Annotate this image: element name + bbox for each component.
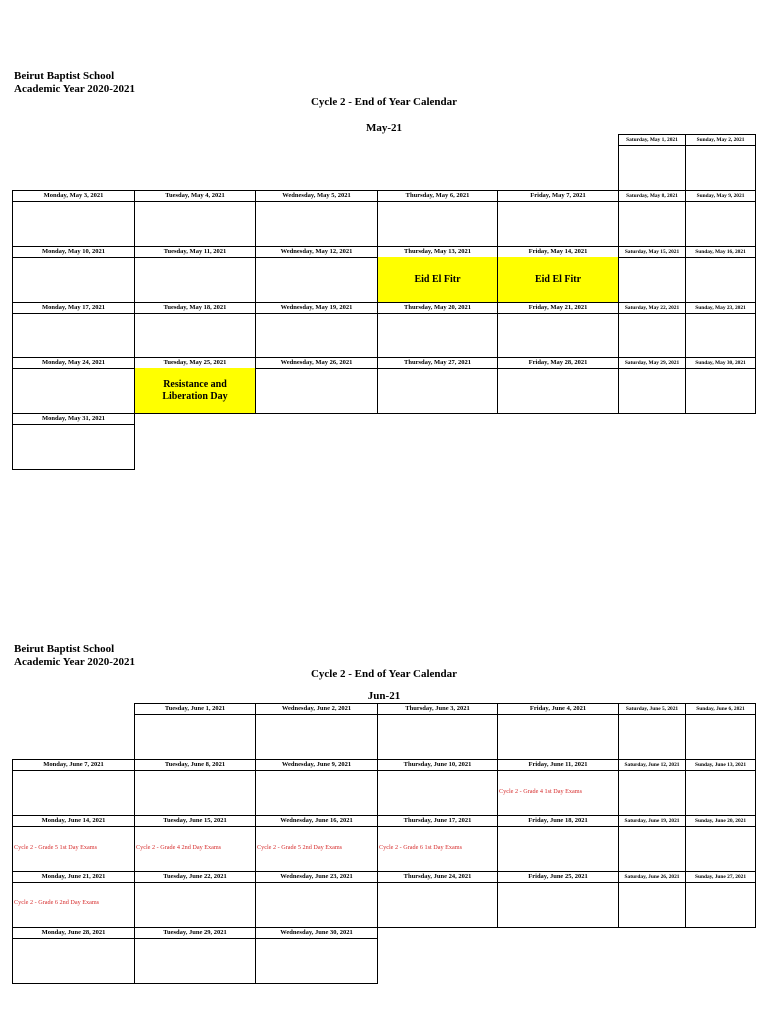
day-cell-may-10 <box>12 246 135 303</box>
holiday-label: Eid El Fitr <box>414 273 461 285</box>
day-header: Wednesday, June 2, 2021 <box>256 704 377 715</box>
exam-event: Cycle 2 - Grade 4 2nd Day Exams <box>136 844 222 851</box>
day-cell-may-27 <box>377 357 498 414</box>
day-header: Friday, June 4, 2021 <box>498 704 618 715</box>
day-cell-june-14 <box>12 815 135 872</box>
day-cell-june-12 <box>618 759 686 816</box>
day-header: Friday, June 11, 2021 <box>498 760 618 771</box>
day-header: Saturday, June 26, 2021 <box>619 872 685 883</box>
day-cell-may-22 <box>618 302 686 358</box>
day-header: Thursday, May 20, 2021 <box>378 303 497 314</box>
day-header: Friday, May 7, 2021 <box>498 191 618 202</box>
day-header: Tuesday, June 15, 2021 <box>135 816 255 827</box>
day-header: Tuesday, May 4, 2021 <box>135 191 255 202</box>
day-header: Thursday, June 10, 2021 <box>378 760 497 771</box>
day-header: Wednesday, May 12, 2021 <box>256 247 377 258</box>
day-header: Wednesday, June 9, 2021 <box>256 760 377 771</box>
day-cell-may-16 <box>685 246 756 303</box>
school-name: Beirut Baptist School <box>14 70 115 82</box>
day-cell-june-9 <box>255 759 378 816</box>
holiday-label: Eid El Fitr <box>534 273 582 285</box>
day-header: Thursday, June 24, 2021 <box>378 872 497 883</box>
day-header: Monday, May 31, 2021 <box>13 414 134 425</box>
day-header: Thursday, June 17, 2021 <box>378 816 497 827</box>
day-cell-may-15 <box>618 246 686 303</box>
day-header: Sunday, June 6, 2021 <box>686 704 755 715</box>
day-header: Saturday, May 8, 2021 <box>619 191 685 202</box>
day-header: Saturday, May 29, 2021 <box>619 358 685 369</box>
day-cell-june-6 <box>685 703 756 760</box>
day-cell-may-31 <box>12 413 135 470</box>
day-header: Monday, June 14, 2021 <box>13 816 134 827</box>
day-header: Sunday, May 30, 2021 <box>686 358 755 369</box>
day-cell-may-1 <box>618 134 686 191</box>
day-header: Wednesday, May 26, 2021 <box>256 358 377 369</box>
day-header: Monday, May 10, 2021 <box>13 247 134 258</box>
day-header: Wednesday, June 16, 2021 <box>256 816 377 827</box>
exam-event: Cycle 2 - Grade 6 1st Day Exams <box>379 844 462 851</box>
day-header: Thursday, May 27, 2021 <box>378 358 497 369</box>
exam-event: Cycle 2 - Grade 5 2nd Day Exams <box>257 844 343 851</box>
day-header: Sunday, May 23, 2021 <box>686 303 755 314</box>
exam-event: Cycle 2 - Grade 5 1st Day Exams <box>14 844 97 851</box>
day-header: Saturday, May 22, 2021 <box>619 303 685 314</box>
day-cell-june-2 <box>255 703 378 760</box>
day-cell-may-21 <box>497 302 619 358</box>
day-header: Friday, May 28, 2021 <box>498 358 618 369</box>
day-cell-june-23 <box>255 871 378 928</box>
day-cell-june-22 <box>134 871 256 928</box>
day-header: Sunday, June 13, 2021 <box>686 760 755 771</box>
day-header: Saturday, June 19, 2021 <box>619 816 685 827</box>
academic-year: Academic Year 2020-2021 <box>14 83 135 95</box>
day-cell-may-26 <box>255 357 378 414</box>
day-header: Sunday, May 16, 2021 <box>686 247 755 258</box>
day-header: Monday, May 17, 2021 <box>13 303 134 314</box>
day-cell-may-7 <box>497 190 619 247</box>
day-header: Monday, June 28, 2021 <box>13 928 134 939</box>
day-cell-june-3 <box>377 703 498 760</box>
day-header: Tuesday, June 8, 2021 <box>135 760 255 771</box>
day-header: Thursday, June 3, 2021 <box>378 704 497 715</box>
day-cell-june-16 <box>255 815 378 872</box>
month-title: May-21 <box>365 122 403 134</box>
day-cell-june-4 <box>497 703 619 760</box>
day-cell-june-15 <box>134 815 256 872</box>
day-header: Sunday, May 2, 2021 <box>686 135 755 146</box>
day-cell-june-18 <box>497 815 619 872</box>
day-header: Thursday, May 13, 2021 <box>378 247 497 258</box>
day-cell-may-3 <box>12 190 135 247</box>
day-header: Monday, June 21, 2021 <box>13 872 134 883</box>
day-cell-june-8 <box>134 759 256 816</box>
calendar-title: Cycle 2 - End of Year Calendar <box>310 668 458 680</box>
day-cell-may-4 <box>134 190 256 247</box>
day-header: Tuesday, June 29, 2021 <box>135 928 255 939</box>
day-cell-june-1 <box>134 703 256 760</box>
day-header: Saturday, June 5, 2021 <box>619 704 685 715</box>
day-cell-june-11 <box>497 759 619 816</box>
day-cell-may-9 <box>685 190 756 247</box>
day-header: Wednesday, May 19, 2021 <box>256 303 377 314</box>
day-cell-may-17 <box>12 302 135 358</box>
day-cell-june-13 <box>685 759 756 816</box>
day-header: Tuesday, May 18, 2021 <box>135 303 255 314</box>
day-cell-may-5 <box>255 190 378 247</box>
day-cell-may-23 <box>685 302 756 358</box>
day-header: Tuesday, June 1, 2021 <box>135 704 255 715</box>
day-cell-may-19 <box>255 302 378 358</box>
day-header: Sunday, June 27, 2021 <box>686 872 755 883</box>
day-cell-june-30 <box>255 927 378 984</box>
day-header: Tuesday, May 11, 2021 <box>135 247 255 258</box>
day-cell-june-5 <box>618 703 686 760</box>
day-header: Friday, May 21, 2021 <box>498 303 618 314</box>
day-cell-may-12 <box>255 246 378 303</box>
exam-event: Cycle 2 - Grade 6 2nd Day Exams <box>14 899 100 906</box>
day-header: Wednesday, June 30, 2021 <box>256 928 377 939</box>
day-cell-may-29 <box>618 357 686 414</box>
day-cell-june-27 <box>685 871 756 928</box>
day-header: Monday, May 24, 2021 <box>13 358 134 369</box>
calendar-title: Cycle 2 - End of Year Calendar <box>310 96 458 108</box>
day-cell-may-2 <box>685 134 756 191</box>
day-cell-may-8 <box>618 190 686 247</box>
day-header: Saturday, May 15, 2021 <box>619 247 685 258</box>
day-header: Monday, June 7, 2021 <box>13 760 134 771</box>
school-name: Beirut Baptist School <box>14 643 115 655</box>
day-cell-may-14 <box>497 246 619 303</box>
day-header: Saturday, June 12, 2021 <box>619 760 685 771</box>
day-header: Friday, June 18, 2021 <box>498 816 618 827</box>
day-cell-june-19 <box>618 815 686 872</box>
academic-year: Academic Year 2020-2021 <box>14 656 135 668</box>
day-header: Wednesday, May 5, 2021 <box>256 191 377 202</box>
day-header: Friday, June 25, 2021 <box>498 872 618 883</box>
day-cell-june-24 <box>377 871 498 928</box>
day-cell-june-21 <box>12 871 135 928</box>
day-cell-may-25 <box>134 357 256 414</box>
day-header: Friday, May 14, 2021 <box>498 247 618 258</box>
day-header: Thursday, May 6, 2021 <box>378 191 497 202</box>
day-cell-may-24 <box>12 357 135 414</box>
day-cell-june-28 <box>12 927 135 984</box>
day-cell-may-6 <box>377 190 498 247</box>
day-cell-june-29 <box>134 927 256 984</box>
day-header: Sunday, May 9, 2021 <box>686 191 755 202</box>
day-cell-may-30 <box>685 357 756 414</box>
day-header: Sunday, June 20, 2021 <box>686 816 755 827</box>
day-header: Tuesday, May 25, 2021 <box>135 358 255 369</box>
day-cell-may-13 <box>377 246 498 303</box>
day-cell-may-11 <box>134 246 256 303</box>
day-cell-june-25 <box>497 871 619 928</box>
day-header: Monday, May 3, 2021 <box>13 191 134 202</box>
holiday-label: Resistance and Liberation Day <box>162 378 228 402</box>
day-header: Saturday, May 1, 2021 <box>619 135 685 146</box>
day-cell-june-26 <box>618 871 686 928</box>
day-cell-june-10 <box>377 759 498 816</box>
day-cell-may-20 <box>377 302 498 358</box>
day-cell-june-17 <box>377 815 498 872</box>
day-cell-june-20 <box>685 815 756 872</box>
day-header: Tuesday, June 22, 2021 <box>135 872 255 883</box>
day-cell-may-28 <box>497 357 619 414</box>
month-title: Jun-21 <box>367 690 401 702</box>
day-cell-may-18 <box>134 302 256 358</box>
day-cell-june-7 <box>12 759 135 816</box>
exam-event: Cycle 2 - Grade 4 1st Day Exams <box>499 788 582 795</box>
day-header: Wednesday, June 23, 2021 <box>256 872 377 883</box>
